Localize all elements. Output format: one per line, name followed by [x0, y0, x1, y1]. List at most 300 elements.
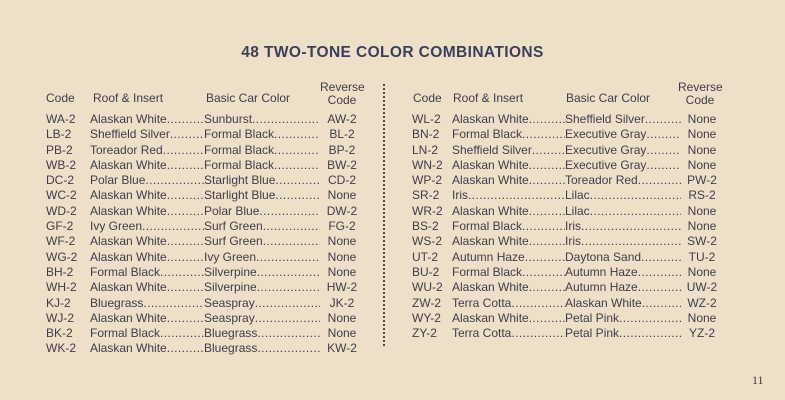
- basic-car-color: Executive Gray: [565, 157, 647, 172]
- dot-leader: [590, 204, 681, 219]
- roof-insert-color: Alaskan White: [90, 157, 167, 172]
- basic-car-color-cell: [565, 296, 681, 311]
- roof-insert-color-cell: [452, 219, 565, 234]
- basic-car-color: Starlight Blue: [204, 173, 276, 188]
- dot-leader: [468, 188, 565, 203]
- right-table: [408, 80, 724, 341]
- combo-code: ZW-2: [412, 295, 442, 310]
- reverse-code: None: [687, 127, 717, 142]
- reverse-code: KW-2: [327, 341, 357, 356]
- combo-code: WS-2: [412, 234, 442, 249]
- dot-leader: [529, 234, 565, 249]
- basic-car-color: Executive Gray: [565, 142, 647, 157]
- basic-car-color: Seaspray: [204, 295, 255, 310]
- combo-code: WP-2: [412, 173, 442, 188]
- page-title: 48 TWO-TONE COLOR COMBINATIONS: [241, 44, 544, 61]
- basic-car-color: Bluegrass: [204, 341, 258, 356]
- roof-insert-color: Sheffield Silver: [452, 142, 532, 157]
- basic-car-color-cell: [565, 280, 681, 295]
- roof-insert-color-cell: [452, 311, 565, 326]
- basic-car-color-cell: [565, 250, 681, 265]
- dot-leader: [646, 143, 681, 158]
- table-row: [46, 296, 368, 311]
- roof-insert-color: Bluegrass: [90, 295, 144, 310]
- reverse-code: DW-2: [326, 203, 358, 218]
- header-reverse-code: [320, 81, 364, 107]
- roof-insert-color-cell: [452, 173, 565, 188]
- basic-car-color: Toreador Red: [565, 173, 638, 188]
- dot-leader: [529, 173, 565, 188]
- dot-leader: [522, 219, 565, 234]
- reverse-code: UW-2: [686, 280, 718, 295]
- table-row: [408, 112, 724, 127]
- reverse-code: WZ-2: [687, 295, 717, 310]
- dot-leader: [167, 204, 204, 219]
- dot-leader: [619, 311, 681, 326]
- roof-insert-color-cell: [452, 127, 565, 142]
- table-row: [408, 311, 724, 326]
- table-row: [408, 127, 724, 142]
- roof-insert-color: Alaskan White: [452, 112, 529, 126]
- reverse-code: BL-2: [329, 127, 355, 142]
- header-roof-insert: Roof & Insert: [93, 91, 164, 105]
- combo-code: WG-2: [46, 249, 78, 264]
- dot-leader: [263, 234, 320, 249]
- roof-insert-color-cell: [452, 265, 565, 280]
- header-reverse-code: [678, 81, 722, 107]
- reverse-code: None: [687, 310, 717, 325]
- table-row: [408, 280, 724, 295]
- right-table-header: [408, 80, 724, 112]
- dot-leader: [167, 112, 204, 127]
- dot-leader: [525, 250, 565, 265]
- table-row: [46, 173, 368, 188]
- dot-leader: [255, 296, 320, 311]
- combo-code: WH-2: [46, 280, 77, 295]
- dot-leader: [522, 265, 565, 280]
- table-row: [408, 188, 724, 203]
- table-row: [46, 188, 368, 203]
- roof-insert-color: Sheffield Silver: [90, 127, 170, 142]
- combo-code: WF-2: [46, 234, 76, 249]
- dot-leader: [619, 326, 681, 341]
- roof-insert-color-cell: [90, 341, 204, 356]
- combo-code: WR-2: [412, 203, 443, 218]
- reverse-code: CD-2: [327, 173, 356, 188]
- header-basic-car-color: Basic Car Color: [206, 91, 291, 105]
- basic-car-color-cell: [204, 188, 320, 203]
- basic-car-color: Sunburst: [204, 112, 253, 126]
- basic-car-color-cell: [565, 219, 681, 234]
- basic-car-color: Formal Black: [204, 142, 275, 157]
- roof-insert-color-cell: [90, 112, 204, 127]
- reverse-code: HW-2: [326, 280, 358, 295]
- column-divider: [383, 84, 385, 346]
- dot-leader: [167, 234, 204, 249]
- dot-leader: [163, 143, 204, 158]
- basic-car-color-cell: [565, 326, 681, 341]
- roof-insert-color-cell: [452, 280, 565, 295]
- reverse-code: SW-2: [687, 234, 717, 249]
- dot-leader: [160, 265, 204, 280]
- basic-car-color-cell: [565, 204, 681, 219]
- basic-car-color: Ivy Green: [204, 249, 257, 264]
- roof-insert-color-cell: [90, 143, 204, 158]
- basic-car-color: Iris: [565, 219, 581, 234]
- basic-car-color: Surf Green: [204, 219, 263, 234]
- combo-code: WJ-2: [46, 310, 74, 325]
- roof-insert-color: Formal Black: [90, 264, 161, 279]
- basic-car-color-cell: [204, 204, 320, 219]
- basic-car-color-cell: [204, 311, 320, 326]
- roof-insert-color: Terra Cotta: [452, 295, 512, 310]
- dot-leader: [641, 250, 681, 265]
- reverse-code: BW-2: [327, 157, 357, 172]
- header-reverse-line2: Code: [685, 93, 715, 107]
- roof-insert-color-cell: [452, 204, 565, 219]
- dot-leader: [256, 250, 320, 265]
- basic-car-color: Silverpine: [204, 280, 257, 295]
- dot-leader: [646, 158, 681, 173]
- dot-leader: [638, 265, 681, 280]
- table-row: [408, 326, 724, 341]
- reverse-code: BP-2: [328, 142, 356, 157]
- combo-code: WB-2: [46, 157, 76, 172]
- table-row: [408, 143, 724, 158]
- table-row: [46, 311, 368, 326]
- basic-car-color: Lilac: [565, 203, 590, 218]
- combo-code: WA-2: [46, 112, 76, 126]
- roof-insert-color: Toreador Red: [90, 142, 163, 157]
- reverse-code: None: [327, 326, 357, 341]
- reverse-code: YZ-2: [688, 326, 715, 341]
- right-table-body: [408, 112, 724, 341]
- basic-car-color: Polar Blue: [204, 203, 260, 218]
- basic-car-color-cell: [204, 265, 320, 280]
- reverse-code: None: [687, 142, 717, 157]
- basic-car-color: Iris: [565, 234, 581, 249]
- table-row: [46, 326, 368, 341]
- dot-leader: [275, 173, 320, 188]
- dot-leader: [142, 219, 204, 234]
- basic-car-color: Daytona Sand: [565, 249, 642, 264]
- combo-code: WU-2: [412, 280, 443, 295]
- left-table-header: [46, 80, 368, 112]
- combo-code: BK-2: [46, 326, 73, 341]
- basic-car-color: Petal Pink: [565, 310, 620, 325]
- basic-car-color: Sheffield Silver: [565, 112, 645, 126]
- dot-leader: [529, 280, 565, 295]
- roof-insert-color: Alaskan White: [452, 234, 529, 249]
- dot-leader: [255, 311, 320, 326]
- dot-leader: [167, 250, 204, 265]
- roof-insert-color-cell: [90, 158, 204, 173]
- combo-code: SR-2: [412, 188, 440, 203]
- roof-insert-color-cell: [90, 234, 204, 249]
- table-row: [408, 219, 724, 234]
- basic-car-color-cell: [204, 143, 320, 158]
- dot-leader: [274, 127, 320, 142]
- dot-leader: [275, 188, 320, 203]
- reverse-code: None: [687, 219, 717, 234]
- reverse-code: None: [327, 188, 357, 203]
- dot-leader: [167, 188, 204, 203]
- table-row: [408, 158, 724, 173]
- combo-code: WC-2: [46, 188, 77, 203]
- dot-leader: [645, 112, 681, 127]
- roof-insert-color: Alaskan White: [452, 203, 529, 218]
- dot-leader: [167, 158, 204, 173]
- table-row: [46, 234, 368, 249]
- combo-code: WK-2: [46, 341, 76, 356]
- header-basic-car-color: Basic Car Color: [566, 91, 651, 105]
- roof-insert-color-cell: [452, 326, 565, 341]
- basic-car-color: Lilac: [565, 188, 590, 203]
- dot-leader: [532, 143, 565, 158]
- basic-car-color: Surf Green: [204, 234, 263, 249]
- dot-leader: [170, 127, 204, 142]
- dot-leader: [257, 341, 320, 356]
- roof-insert-color-cell: [90, 311, 204, 326]
- roof-insert-color: Terra Cotta: [452, 326, 512, 341]
- table-row: [46, 280, 368, 295]
- dot-leader: [529, 112, 565, 127]
- table-row: [46, 265, 368, 280]
- dot-leader: [167, 341, 204, 356]
- basic-car-color-cell: [204, 158, 320, 173]
- roof-insert-color-cell: [90, 127, 204, 142]
- basic-car-color: Seaspray: [204, 310, 255, 325]
- combo-code: UT-2: [412, 249, 439, 264]
- combo-code: BS-2: [412, 219, 439, 234]
- combo-code: BU-2: [412, 264, 440, 279]
- basic-car-color: Starlight Blue: [204, 188, 276, 203]
- reverse-code: None: [327, 249, 357, 264]
- combo-code: PB-2: [46, 142, 73, 157]
- table-row: [46, 112, 368, 127]
- header-reverse-line1: Reverse: [678, 80, 723, 94]
- roof-insert-color-cell: [90, 326, 204, 341]
- dot-leader: [511, 326, 565, 341]
- roof-insert-color-cell: [452, 296, 565, 311]
- roof-insert-color-cell: [452, 250, 565, 265]
- reverse-code: PW-2: [687, 173, 717, 188]
- dot-leader: [581, 234, 681, 249]
- dot-leader: [274, 143, 320, 158]
- dot-leader: [143, 296, 204, 311]
- table-row: [46, 158, 368, 173]
- roof-insert-color: Alaskan White: [452, 310, 529, 325]
- table-row: [408, 204, 724, 219]
- roof-insert-color-cell: [90, 265, 204, 280]
- roof-insert-color: Formal Black: [452, 219, 523, 234]
- roof-insert-color: Alaskan White: [90, 280, 167, 295]
- roof-insert-color: Alaskan White: [452, 157, 529, 172]
- reverse-code: None: [687, 157, 717, 172]
- dot-leader: [257, 280, 320, 295]
- combo-code: LN-2: [412, 142, 439, 157]
- roof-insert-color-cell: [90, 219, 204, 234]
- basic-car-color: Formal Black: [204, 127, 275, 142]
- dot-leader: [646, 127, 681, 142]
- reverse-code: AW-2: [327, 112, 357, 126]
- basic-car-color: Formal Black: [204, 157, 275, 172]
- dot-leader: [145, 173, 204, 188]
- dot-leader: [263, 219, 320, 234]
- dot-leader: [259, 204, 320, 219]
- basic-car-color-cell: [565, 265, 681, 280]
- roof-insert-color-cell: [90, 250, 204, 265]
- dot-leader: [590, 188, 681, 203]
- basic-car-color: Executive Gray: [565, 127, 647, 142]
- basic-car-color-cell: [204, 296, 320, 311]
- dot-leader: [167, 311, 204, 326]
- dot-leader: [257, 326, 320, 341]
- header-reverse-line2: Code: [327, 93, 357, 107]
- basic-car-color-cell: [204, 326, 320, 341]
- combo-code: KJ-2: [46, 295, 71, 310]
- combo-code: WD-2: [46, 203, 77, 218]
- header-code: Code: [413, 91, 442, 105]
- roof-insert-color: Alaskan White: [452, 280, 529, 295]
- dot-leader: [252, 112, 320, 127]
- basic-car-color: Bluegrass: [204, 326, 258, 341]
- dot-leader: [529, 204, 565, 219]
- table-row: [408, 173, 724, 188]
- table-row: [408, 265, 724, 280]
- roof-insert-color: Autumn Haze: [452, 249, 525, 264]
- left-table: [46, 80, 368, 357]
- basic-car-color-cell: [204, 127, 320, 142]
- roof-insert-color: Alaskan White: [90, 310, 167, 325]
- roof-insert-color: Alaskan White: [90, 249, 167, 264]
- combo-code: GF-2: [46, 219, 74, 234]
- reverse-code: FG-2: [328, 219, 356, 234]
- roof-insert-color-cell: [452, 158, 565, 173]
- left-table-body: [46, 112, 368, 357]
- basic-car-color-cell: [565, 158, 681, 173]
- table-row: [408, 296, 724, 311]
- roof-insert-color-cell: [90, 204, 204, 219]
- roof-insert-color: Ivy Green: [90, 219, 143, 234]
- basic-car-color-cell: [204, 234, 320, 249]
- roof-insert-color: Formal Black: [452, 264, 523, 279]
- basic-car-color: Petal Pink: [565, 326, 620, 341]
- reverse-code: None: [327, 234, 357, 249]
- header-reverse-line1: Reverse: [320, 80, 365, 94]
- dot-leader: [160, 326, 204, 341]
- table-row: [46, 204, 368, 219]
- roof-insert-color: Polar Blue: [90, 173, 146, 188]
- reverse-code: None: [327, 264, 357, 279]
- dot-leader: [642, 296, 681, 311]
- combo-code: LB-2: [46, 127, 72, 142]
- dot-leader: [522, 127, 565, 142]
- dot-leader: [257, 265, 320, 280]
- roof-insert-color: Formal Black: [90, 326, 161, 341]
- roof-insert-color: Alaskan White: [90, 203, 167, 218]
- combo-code: WY-2: [412, 310, 441, 325]
- basic-car-color: Alaskan White: [565, 295, 642, 310]
- basic-car-color-cell: [204, 112, 320, 127]
- reverse-code: None: [687, 264, 717, 279]
- basic-car-color-cell: [204, 219, 320, 234]
- header-code: Code: [46, 91, 75, 105]
- roof-insert-color: Alaskan White: [90, 112, 167, 126]
- basic-car-color-cell: [204, 280, 320, 295]
- roof-insert-color-cell: [90, 173, 204, 188]
- roof-insert-color-cell: [90, 280, 204, 295]
- roof-insert-color-cell: [452, 188, 565, 203]
- table-row: [46, 341, 368, 356]
- reverse-code: None: [687, 112, 717, 126]
- basic-car-color-cell: [204, 341, 320, 356]
- basic-car-color: Silverpine: [204, 264, 257, 279]
- basic-car-color-cell: [204, 173, 320, 188]
- reverse-code: TU-2: [688, 249, 716, 264]
- roof-insert-color: Alaskan White: [90, 341, 167, 356]
- basic-car-color-cell: [565, 234, 681, 249]
- table-row: [46, 250, 368, 265]
- dot-leader: [638, 280, 681, 295]
- table-row: [46, 127, 368, 142]
- basic-car-color-cell: [204, 250, 320, 265]
- dot-leader: [274, 158, 320, 173]
- header-roof-insert: Roof & Insert: [453, 91, 524, 105]
- reverse-code: RS-2: [688, 188, 716, 203]
- dot-leader: [529, 311, 565, 326]
- combo-code: DC-2: [46, 173, 75, 188]
- roof-insert-color-cell: [452, 143, 565, 158]
- roof-insert-color-cell: [90, 296, 204, 311]
- combo-code: WN-2: [412, 157, 443, 172]
- reverse-code: JK-2: [329, 295, 355, 310]
- table-row: [46, 219, 368, 234]
- dot-leader: [529, 158, 565, 173]
- combo-code: WL-2: [412, 112, 441, 126]
- reverse-code: None: [327, 310, 357, 325]
- basic-car-color: Autumn Haze: [565, 264, 638, 279]
- reverse-code: None: [687, 203, 717, 218]
- dot-leader: [167, 280, 204, 295]
- roof-insert-color-cell: [452, 234, 565, 249]
- combo-code: BH-2: [46, 264, 74, 279]
- basic-car-color-cell: [565, 173, 681, 188]
- roof-insert-color: Alaskan White: [90, 188, 167, 203]
- table-row: [46, 143, 368, 158]
- basic-car-color-cell: [565, 127, 681, 142]
- roof-insert-color-cell: [90, 188, 204, 203]
- dot-leader: [581, 219, 681, 234]
- page-number: 11: [752, 373, 764, 387]
- roof-insert-color: Iris: [452, 188, 468, 203]
- dot-leader: [511, 296, 565, 311]
- table-row: [408, 250, 724, 265]
- basic-car-color-cell: [565, 143, 681, 158]
- basic-car-color-cell: [565, 311, 681, 326]
- roof-insert-color: Formal Black: [452, 127, 523, 142]
- basic-car-color: Autumn Haze: [565, 280, 638, 295]
- roof-insert-color: Alaskan White: [452, 173, 529, 188]
- combo-code: BN-2: [412, 127, 440, 142]
- table-row: [408, 234, 724, 249]
- roof-insert-color-cell: [452, 112, 565, 127]
- basic-car-color-cell: [565, 112, 681, 127]
- combo-code: ZY-2: [412, 326, 437, 341]
- roof-insert-color: Alaskan White: [90, 234, 167, 249]
- basic-car-color-cell: [565, 188, 681, 203]
- dot-leader: [638, 173, 681, 188]
